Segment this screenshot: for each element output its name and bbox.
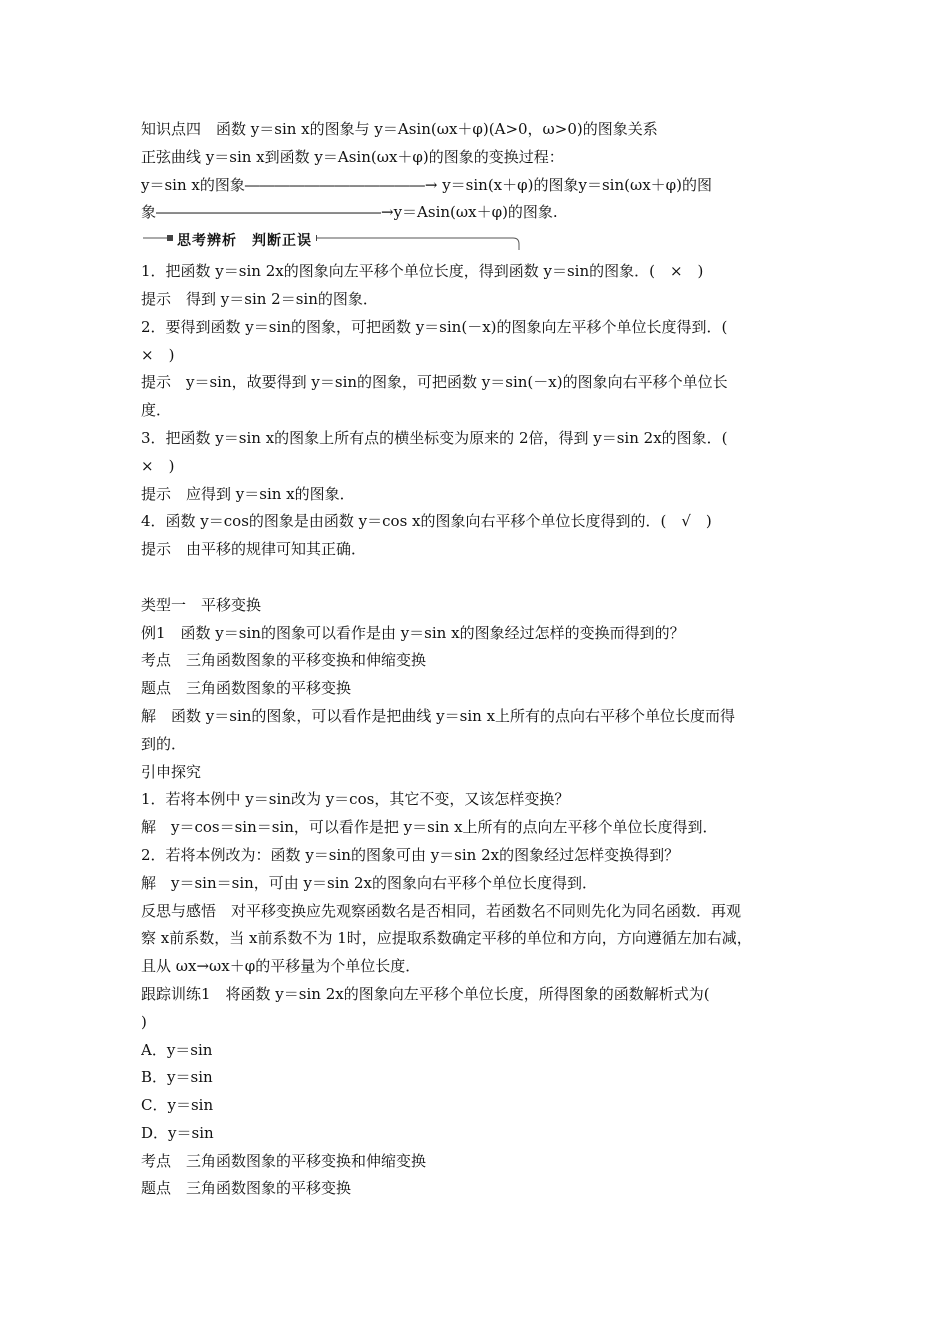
text-line: 正弦曲线 y＝sin x到函数 y＝Asin(ωx＋φ)的图象的变换过程：	[141, 147, 564, 166]
text-line: 提示 得到 y＝sin 2＝sin的图象．	[141, 289, 378, 308]
text-line: 提示 由平移的规律可知其正确．	[141, 540, 367, 559]
text-line: × )	[141, 456, 175, 475]
text-line: 象―――――――――――――――→y＝Asin(ωx＋φ)的图象.	[141, 203, 558, 222]
text-line: 解 y＝cos＝sin＝sin，可以看作是把 y＝sin x上所有的点向左平移个单位长度得到．	[141, 818, 718, 837]
text-line: 引申探究	[141, 762, 202, 781]
document-page	[141, 116, 821, 1203]
judge-section	[141, 258, 821, 564]
spacer	[141, 564, 821, 592]
text-line: 跟踪训练1 将函数 y＝sin 2x的图象向左平移个单位长度，所得图象的函数解析式为(	[141, 984, 710, 1003]
text-line: 且从 ωx→ωx＋φ的平移量为个单位长度．	[141, 957, 421, 976]
text-line: 解 y＝sin＝sin，可由 y＝sin 2x的图象向右平移个单位长度得到．	[141, 873, 597, 892]
text-line: 到的．	[141, 734, 187, 753]
text-line: 2．要得到函数 y＝sin的图象，可把函数 y＝sin(－x)的图象向左平移个单位长度得到．(	[141, 317, 728, 336]
text-line: )	[141, 1012, 147, 1031]
type-section	[141, 592, 821, 1204]
section-banner	[141, 228, 821, 258]
text-line: 题点 三角函数图象的平移变换	[141, 1179, 352, 1198]
text-line: 4．函数 y＝cos的图象是由函数 y＝cos x的图象向右平移个单位长度得到的．( √ )	[141, 512, 712, 531]
banner-title: 思考辨析 判断正误	[173, 230, 316, 250]
text-line: 1．把函数 y＝sin 2x的图象向左平移个单位长度，得到函数 y＝sin的图象．( × )	[141, 262, 704, 281]
knowledge-point-section	[141, 116, 821, 227]
text-line: 2．若将本例改为：函数 y＝sin的图象可由 y＝sin 2x的图象经过怎样变换得到？	[141, 845, 680, 864]
text-line: 解 函数 y＝sin的图象，可以看作是把曲线 y＝sin x上所有的点向右平移个单位长度而得	[141, 706, 736, 725]
text-line: 3．把函数 y＝sin x的图象上所有点的横坐标变为原来的 2倍，得到 y＝sin 2x的图象．(	[141, 428, 728, 447]
text-line: 1．若将本例中 y＝sin改为 y＝cos，其它不变，又该怎样变换？	[141, 790, 570, 809]
option-d: D．y＝sin	[141, 1123, 214, 1142]
text-line: × )	[141, 345, 175, 364]
text-line: 度．	[141, 401, 172, 420]
text-line: y＝sin x的图象――――――――――――→ y＝sin(x＋φ)的图象y＝sin(ωx＋φ)的图	[141, 175, 713, 194]
text-line: 提示 应得到 y＝sin x的图象．	[141, 484, 355, 503]
text-line: 考点 三角函数图象的平移变换和伸缩变换	[141, 1151, 427, 1170]
option-a: A．y＝sin	[141, 1040, 213, 1059]
text-line: 察 x前系数，当 x前系数不为 1时，应提取系数确定平移的单位和方向，方向遵循左加右减，	[141, 929, 752, 948]
text-line: 题点 三角函数图象的平移变换	[141, 679, 352, 698]
text-line: 考点 三角函数图象的平移变换和伸缩变换	[141, 651, 427, 670]
option-b: B．y＝sin	[141, 1068, 213, 1087]
text-line: 反思与感悟 对平移变换应先观察函数名是否相同，若函数名不同则先化为同名函数．再观	[141, 901, 742, 920]
option-c: C．y＝sin	[141, 1096, 214, 1115]
text-line: 知识点四 函数 y＝sin x的图象与 y＝Asin(ωx＋φ)(A>0，ω>0)的图象关系	[141, 120, 658, 138]
text-line: 例1 函数 y＝sin的图象可以看作是由 y＝sin x的图象经过怎样的变换而得到的？	[141, 623, 685, 642]
section-heading: 类型一 平移变换	[141, 595, 262, 614]
text-line: 提示 y＝sin，故要得到 y＝sin的图象，可把函数 y＝sin(－x)的图象向右平移个单位长	[141, 373, 728, 392]
